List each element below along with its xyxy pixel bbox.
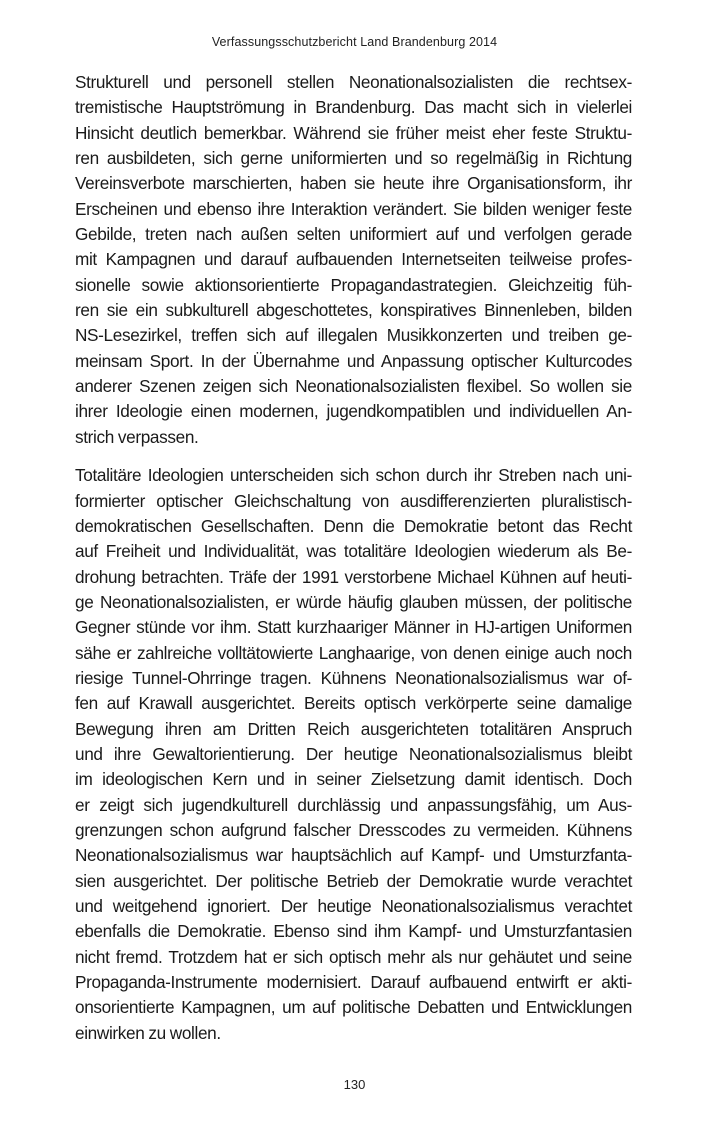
text-line: Strukturell und personell stellen Neonationalsozialisten die rechtsex- <box>75 72 632 92</box>
paragraph-gap <box>75 450 632 463</box>
text-line: einwirken zu wollen. <box>75 1022 221 1043</box>
text-line: Hinsicht deutlich bemerkbar. Während sie früher meist eher feste Struktu- <box>75 122 632 143</box>
text-line: Totalitäre Ideologien unterscheiden sich schon durch ihr Streben nach uni- <box>75 465 632 486</box>
text-line: Neonationalsozialismus war hauptsächlich auf Kampf- und Umsturzfanta- <box>75 845 632 866</box>
text-line: grenzungen schon aufgrund falscher Dresscodes zu vermeiden. Kühnens <box>75 819 632 840</box>
text-line: strich verpassen. <box>75 426 199 447</box>
text-line: Gebilde, treten nach außen selten uniformiert auf und verfolgen gerade <box>75 224 632 245</box>
text-line: riesige Tunnel-Ohrringe tragen. Kühnens Neonationalsozialismus war of- <box>75 667 632 688</box>
text-line: ren ausbildeten, sich gerne uniformierten und so regelmäßig in Richtung <box>75 148 632 169</box>
body-text <box>75 70 632 1046</box>
text-line: onsorientierte Kampagnen, um auf politische Debatten und Entwicklungen <box>75 997 632 1018</box>
paragraph-1 <box>75 70 632 450</box>
text-line: Gegner stünde vor ihm. Statt kurzhaariger Männer in HJ-artigen Uniformen <box>75 617 632 638</box>
text-line: nicht fremd. Trotzdem hat er sich optisch mehr als nur gehäutet und seine <box>75 946 632 967</box>
text-line: meinsam Sport. In der Übernahme und Anpassung optischer Kulturcodes <box>75 350 632 371</box>
text-line: drohung betrachten. Träfe der 1991 verstorbene Michael Kühnen auf heuti- <box>75 566 632 587</box>
text-line: anderer Szenen zeigen sich Neonationalsozialisten flexibel. So wollen sie <box>75 376 632 397</box>
text-line: sähe er zahlreiche volltätowierte Langhaarige, von denen einige auch noch <box>75 642 632 663</box>
running-header: Verfassungsschutzbericht Land Brandenburg 2014 <box>211 35 498 49</box>
text-line: NS-Lesezirkel, treffen sich auf illegalen Musikkonzerten und treiben ge- <box>75 325 632 346</box>
text-line: und ihre Gewaltorientierung. Der heutige Neonationalsozialismus bleibt <box>75 743 632 764</box>
text-line: tremistische Hauptströmung in Brandenburg. Das macht sich in vielerlei <box>75 97 632 118</box>
text-line: auf Freiheit und Individualität, was totalitäre Ideologien wiederum als Be- <box>75 541 632 562</box>
paragraph-2 <box>75 463 632 1046</box>
text-line: Vereinsverbote marschierten, haben sie heute ihre Organisationsform, ihr <box>75 173 632 194</box>
page-number: 130 <box>343 1077 366 1092</box>
text-line: sien ausgerichtet. Der politische Betrieb der Demokratie wurde verachtet <box>75 870 632 891</box>
text-line: im ideologischen Kern und in seiner Zielsetzung damit identisch. Doch <box>75 769 632 790</box>
text-line: sionelle sowie aktionsorientierte Propagandastrategien. Gleichzeitig füh- <box>75 274 632 295</box>
text-line: ebenfalls die Demokratie. Ebenso sind ihm Kampf- und Umsturzfantasien <box>75 921 632 942</box>
text-line: fen auf Krawall ausgerichtet. Bereits optisch verkörperte seine damalige <box>75 693 632 714</box>
text-line: er zeigt sich jugendkulturell durchlässig und anpassungsfähig, um Aus- <box>75 794 632 815</box>
text-line: demokratischen Gesellschaften. Denn die Demokratie betont das Recht <box>75 515 632 536</box>
text-line: Bewegung ihren am Dritten Reich ausgerichteten totalitären Anspruch <box>75 718 632 739</box>
text-line: mit Kampagnen und darauf aufbauenden Internetseiten teilweise profes- <box>75 249 632 270</box>
text-line: formierter optischer Gleichschaltung von ausdifferenzierten pluralistisch- <box>75 490 632 511</box>
text-line: ihrer Ideologie einen modernen, jugendkompatiblen und individuellen An- <box>75 401 632 422</box>
text-line: ge Neonationalsozialisten, er würde häufig glauben müssen, der politische <box>75 591 632 612</box>
text-line: Erscheinen und ebenso ihre Interaktion verändert. Sie bilden weniger feste <box>75 198 632 219</box>
text-line: Propaganda-Instrumente modernisiert. Darauf aufbauend entwirft er akti- <box>75 972 632 993</box>
text-line: ren sie ein subkulturell abgeschottetes, konspiratives Binnenleben, bilden <box>75 300 632 321</box>
text-line: und weitgehend ignoriert. Der heutige Neonationalsozialismus verachtet <box>75 896 632 916</box>
